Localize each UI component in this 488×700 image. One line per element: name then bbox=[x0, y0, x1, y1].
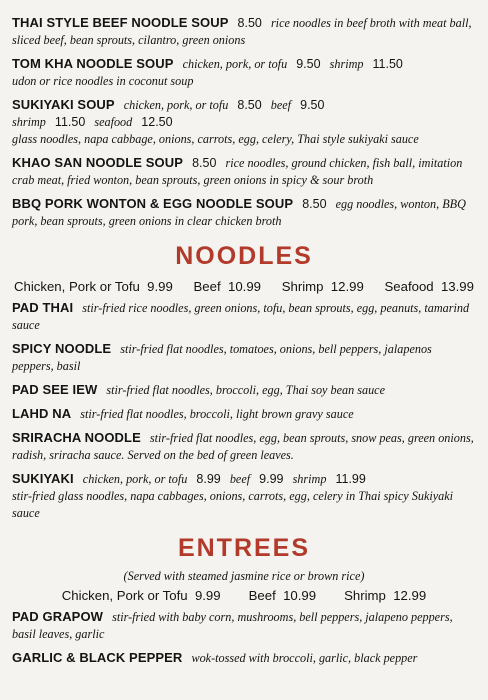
item-description: rice noodles, ground chicken, fish ball, imitation crab meat, fried wonton, bean sprouts, green onions in spicy & sour broth bbox=[12, 156, 463, 187]
noodles-price-row bbox=[14, 279, 474, 294]
item-description: stir-fried flat noodles, tomatoes, onions, bell peppers, jalapenos peppers, basil bbox=[12, 342, 432, 373]
item-price: 8.50 bbox=[302, 197, 327, 211]
item-option: shrimp bbox=[12, 115, 46, 129]
item-description: udon or rice noodles in coconut soup bbox=[12, 74, 194, 88]
price-option: Chicken, Pork or Tofu 9.99 bbox=[61, 588, 221, 603]
menu-item-sukiyaki bbox=[12, 470, 476, 522]
item-name: SUKIYAKI bbox=[12, 471, 74, 486]
item-price: 11.50 bbox=[54, 115, 86, 129]
menu-item-pad-thai bbox=[12, 299, 476, 334]
item-name: SPICY NOODLE bbox=[12, 341, 112, 356]
item-name: BBQ PORK WONTON & EGG NOODLE SOUP bbox=[12, 196, 294, 211]
price-option: Shrimp 12.99 bbox=[344, 588, 427, 603]
item-price: 11.99 bbox=[335, 472, 366, 486]
item-option: chicken, pork, or tofu bbox=[82, 472, 188, 486]
price-option: Beef 10.99 bbox=[193, 279, 261, 294]
menu-item-bbq-pork-wonton-soup bbox=[12, 195, 476, 230]
item-description: stir-fried flat noodles, broccoli, light brown gravy sauce bbox=[80, 407, 354, 421]
menu-item-khao-san-noodle-soup bbox=[12, 154, 476, 189]
item-name: PAD SEE IEW bbox=[12, 382, 98, 397]
item-description: stir-fried rice noodles, green onions, tofu, bean sprouts, egg, peanuts, tamarind sauce bbox=[12, 301, 470, 332]
item-option: beef bbox=[229, 472, 251, 486]
item-description: wok-tossed with broccoli, garlic, black pepper bbox=[191, 651, 418, 665]
section-heading-noodles: NOODLES bbox=[175, 242, 313, 270]
item-description: glass noodles, napa cabbage, onions, carrots, egg, celery, Thai style sukiyaki sauce bbox=[12, 132, 419, 146]
item-name: LAHD NA bbox=[12, 406, 72, 421]
item-description: stir-fried flat noodles, broccoli, egg, Thai soy bean sauce bbox=[106, 383, 385, 397]
item-name: KHAO SAN NOODLE SOUP bbox=[12, 155, 184, 170]
item-description: egg noodles, wonton, BBQ pork, bean sprouts, green onions in clear chicken broth bbox=[12, 197, 466, 228]
item-name: SRIRACHA NOODLE bbox=[12, 430, 141, 445]
item-price: 11.50 bbox=[372, 57, 403, 71]
item-option: beef bbox=[270, 98, 292, 112]
menu-item-sukiyaki-soup bbox=[12, 96, 476, 148]
item-price: 8.99 bbox=[196, 472, 221, 486]
item-name: GARLIC & BLACK PEPPER bbox=[12, 650, 183, 665]
item-option: shrimp bbox=[329, 57, 364, 71]
entrees-note: (Served with steamed jasmine rice or brown rice) bbox=[123, 569, 365, 583]
item-option: chicken, pork, or tofu bbox=[182, 57, 288, 71]
item-name: TOM KHA NOODLE SOUP bbox=[12, 56, 174, 71]
price-option: Seafood 13.99 bbox=[384, 279, 474, 294]
menu-item-spicy-noodle bbox=[12, 340, 476, 375]
item-name: THAI STYLE BEEF NOODLE SOUP bbox=[12, 15, 229, 30]
item-option: shrimp bbox=[292, 472, 327, 486]
menu-item-sriracha-noodle bbox=[12, 429, 476, 464]
menu-item-garlic-black-pepper bbox=[12, 649, 476, 667]
item-name: SUKIYAKI SOUP bbox=[12, 97, 115, 112]
menu-item-beef-noodle-soup bbox=[12, 14, 476, 49]
item-name: PAD THAI bbox=[12, 300, 74, 315]
menu-item-pad-grapow bbox=[12, 608, 476, 643]
item-option: seafood bbox=[94, 115, 133, 129]
price-option: Beef 10.99 bbox=[248, 588, 317, 603]
item-description: stir-fried flat noodles, egg, bean sprouts, snow peas, green onions, radish, sriracha sauce. Served on the bed of green leaves. bbox=[12, 431, 474, 462]
item-price: 8.50 bbox=[192, 156, 217, 170]
item-option: chicken, pork, or tofu bbox=[123, 98, 229, 112]
menu-item-pad-see-iew bbox=[12, 381, 476, 399]
item-name: PAD GRAPOW bbox=[12, 609, 104, 624]
item-price: 9.99 bbox=[259, 472, 284, 486]
item-price: 12.50 bbox=[141, 115, 173, 129]
item-description: rice noodles in beef broth with meat ball, sliced beef, bean sprouts, cilantro, green onions bbox=[12, 16, 472, 47]
entrees-price-row bbox=[14, 588, 474, 603]
item-description: stir-fried with baby corn, mushrooms, bell peppers, jalapeno peppers, basil leaves, garlic bbox=[12, 610, 453, 641]
price-option: Shrimp 12.99 bbox=[281, 279, 364, 294]
item-price: 8.50 bbox=[237, 98, 262, 112]
item-price: 9.50 bbox=[300, 98, 325, 112]
menu-item-lahd-na bbox=[12, 405, 476, 423]
item-description: stir-fried glass noodles, napa cabbages, onions, carrots, egg, celery in Thai spicy Sukiyaki sauce bbox=[12, 489, 454, 520]
item-price: 9.50 bbox=[296, 57, 321, 71]
item-price: 8.50 bbox=[237, 16, 262, 30]
section-heading-entrees: ENTREES bbox=[177, 534, 311, 562]
price-option: Chicken, Pork or Tofu 9.99 bbox=[14, 279, 173, 294]
menu-item-tom-kha-noodle-soup bbox=[12, 55, 476, 90]
